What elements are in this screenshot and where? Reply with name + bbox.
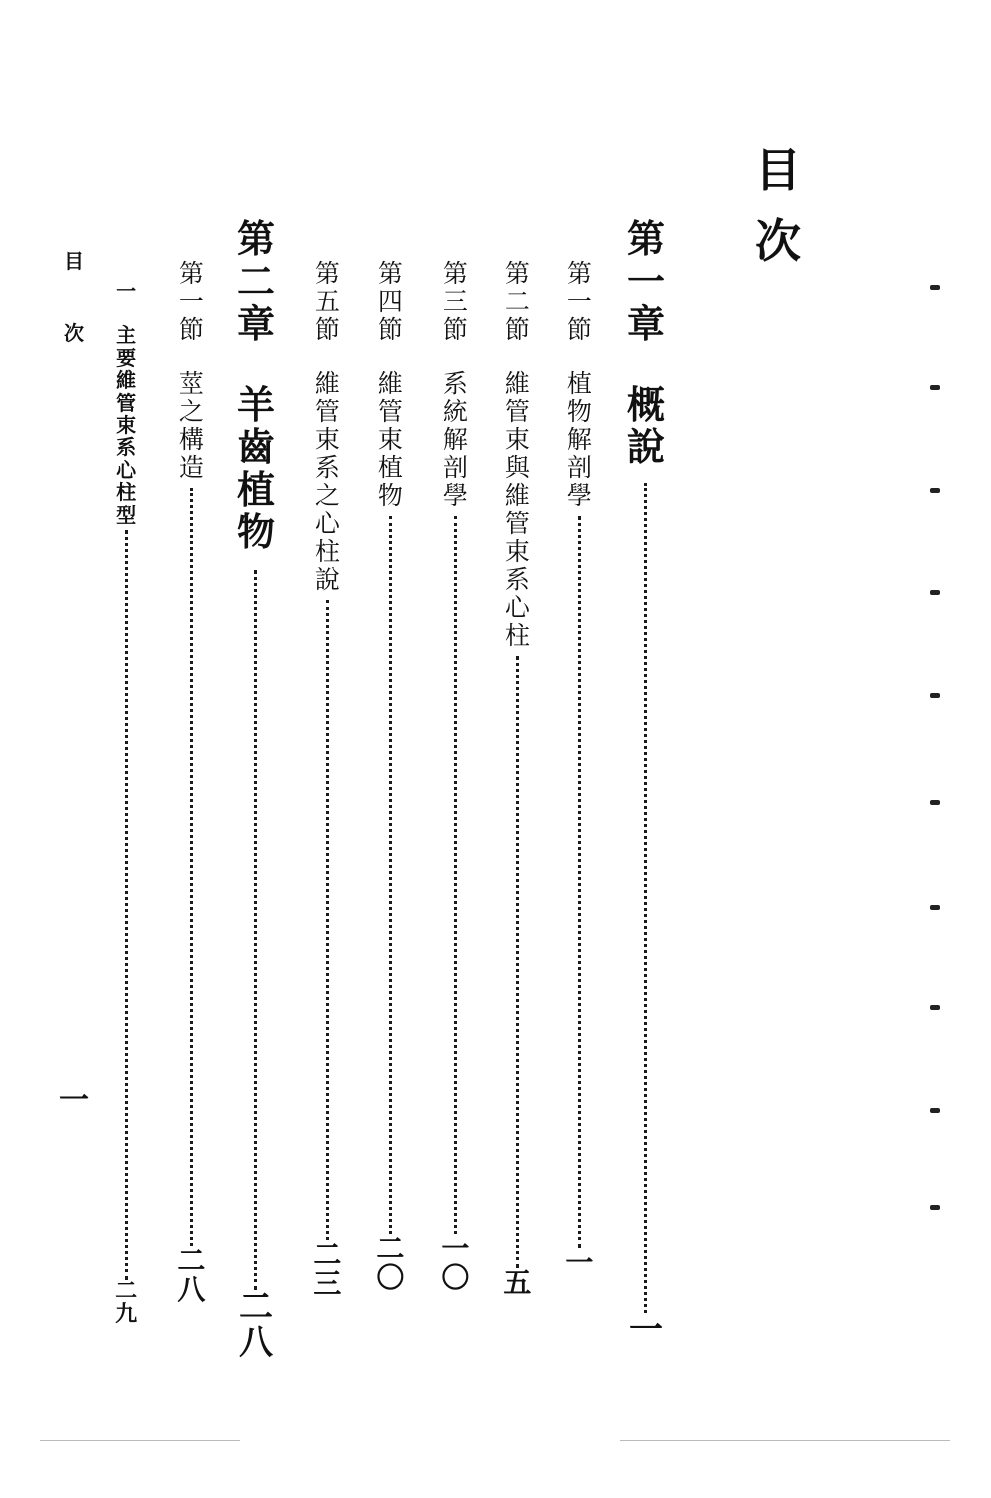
leader-dots (125, 530, 128, 1280)
bottom-edge-line (620, 1440, 950, 1441)
edge-mark (930, 285, 940, 290)
chapter-title: 羊齒植物 (236, 381, 275, 555)
leader-dots (454, 516, 457, 1234)
page-number: 一 (628, 1309, 663, 1350)
toc-entry-section-1-3[interactable] (440, 260, 471, 1293)
leader-dots (190, 488, 193, 1246)
edge-mark (930, 1005, 940, 1010)
folio-page-number: 一 (59, 1083, 89, 1118)
subitem-label: 一 (116, 279, 137, 303)
edge-mark (930, 693, 940, 698)
section-label: 第三節 (442, 259, 468, 344)
section-label: 第一節 (566, 259, 592, 344)
section-title: 植物解剖學 (566, 369, 592, 510)
leader-dots (254, 570, 257, 1290)
section-label: 第一節 (178, 259, 204, 344)
chapter-label: 第一章 (626, 216, 665, 347)
toc-entry-subitem-1[interactable] (114, 280, 138, 1326)
page-number: 五 (503, 1266, 532, 1299)
running-head: 目次 (64, 249, 84, 345)
leader-dots (578, 516, 581, 1248)
section-label: 第五節 (314, 259, 340, 344)
page-number: 一 (565, 1246, 594, 1279)
page-number: 二〇 (376, 1232, 405, 1295)
toc-entry-section-1-2[interactable] (502, 260, 533, 1297)
leader-dots (644, 483, 647, 1313)
page-number: 二八 (238, 1286, 273, 1363)
edge-mark (930, 385, 940, 390)
leader-dots (516, 656, 519, 1268)
edge-mark (930, 590, 940, 595)
section-title: 系統解剖學 (442, 369, 468, 510)
toc-entry-section-1-4[interactable] (375, 260, 406, 1293)
chapter-label: 第二章 (236, 216, 275, 347)
toc-entry-section-1-1[interactable] (564, 260, 595, 1277)
toc-entry-section-1-5[interactable] (312, 260, 343, 1299)
section-label: 第二節 (504, 259, 530, 344)
page-number: 二三 (313, 1238, 342, 1301)
section-title: 維管束系之心柱說 (314, 369, 340, 594)
edge-mark (930, 488, 940, 493)
toc-entry-section-2-1[interactable] (176, 260, 207, 1305)
page-number: 二八 (177, 1244, 206, 1307)
section-title: 莖之構造 (178, 369, 204, 482)
toc-entry-chapter-1[interactable] (626, 218, 666, 1348)
edge-mark (930, 800, 940, 805)
chapter-title: 概說 (626, 381, 665, 470)
page-title: 目次 (755, 143, 801, 269)
leader-dots (326, 600, 329, 1240)
edge-mark (930, 1205, 940, 1210)
leader-dots (389, 516, 392, 1234)
subitem-title: 主要維管束系心柱型 (116, 323, 137, 527)
toc-entry-chapter-2[interactable] (236, 218, 276, 1361)
bottom-edge-line (40, 1440, 240, 1441)
edge-mark (930, 1108, 940, 1113)
edge-mark (930, 905, 940, 910)
section-title: 維管束植物 (377, 369, 403, 510)
page-number: 二九 (115, 1277, 138, 1327)
section-title: 維管束與維管束系心柱 (504, 369, 530, 650)
section-label: 第四節 (377, 259, 403, 344)
page-number: 一〇 (441, 1232, 470, 1295)
